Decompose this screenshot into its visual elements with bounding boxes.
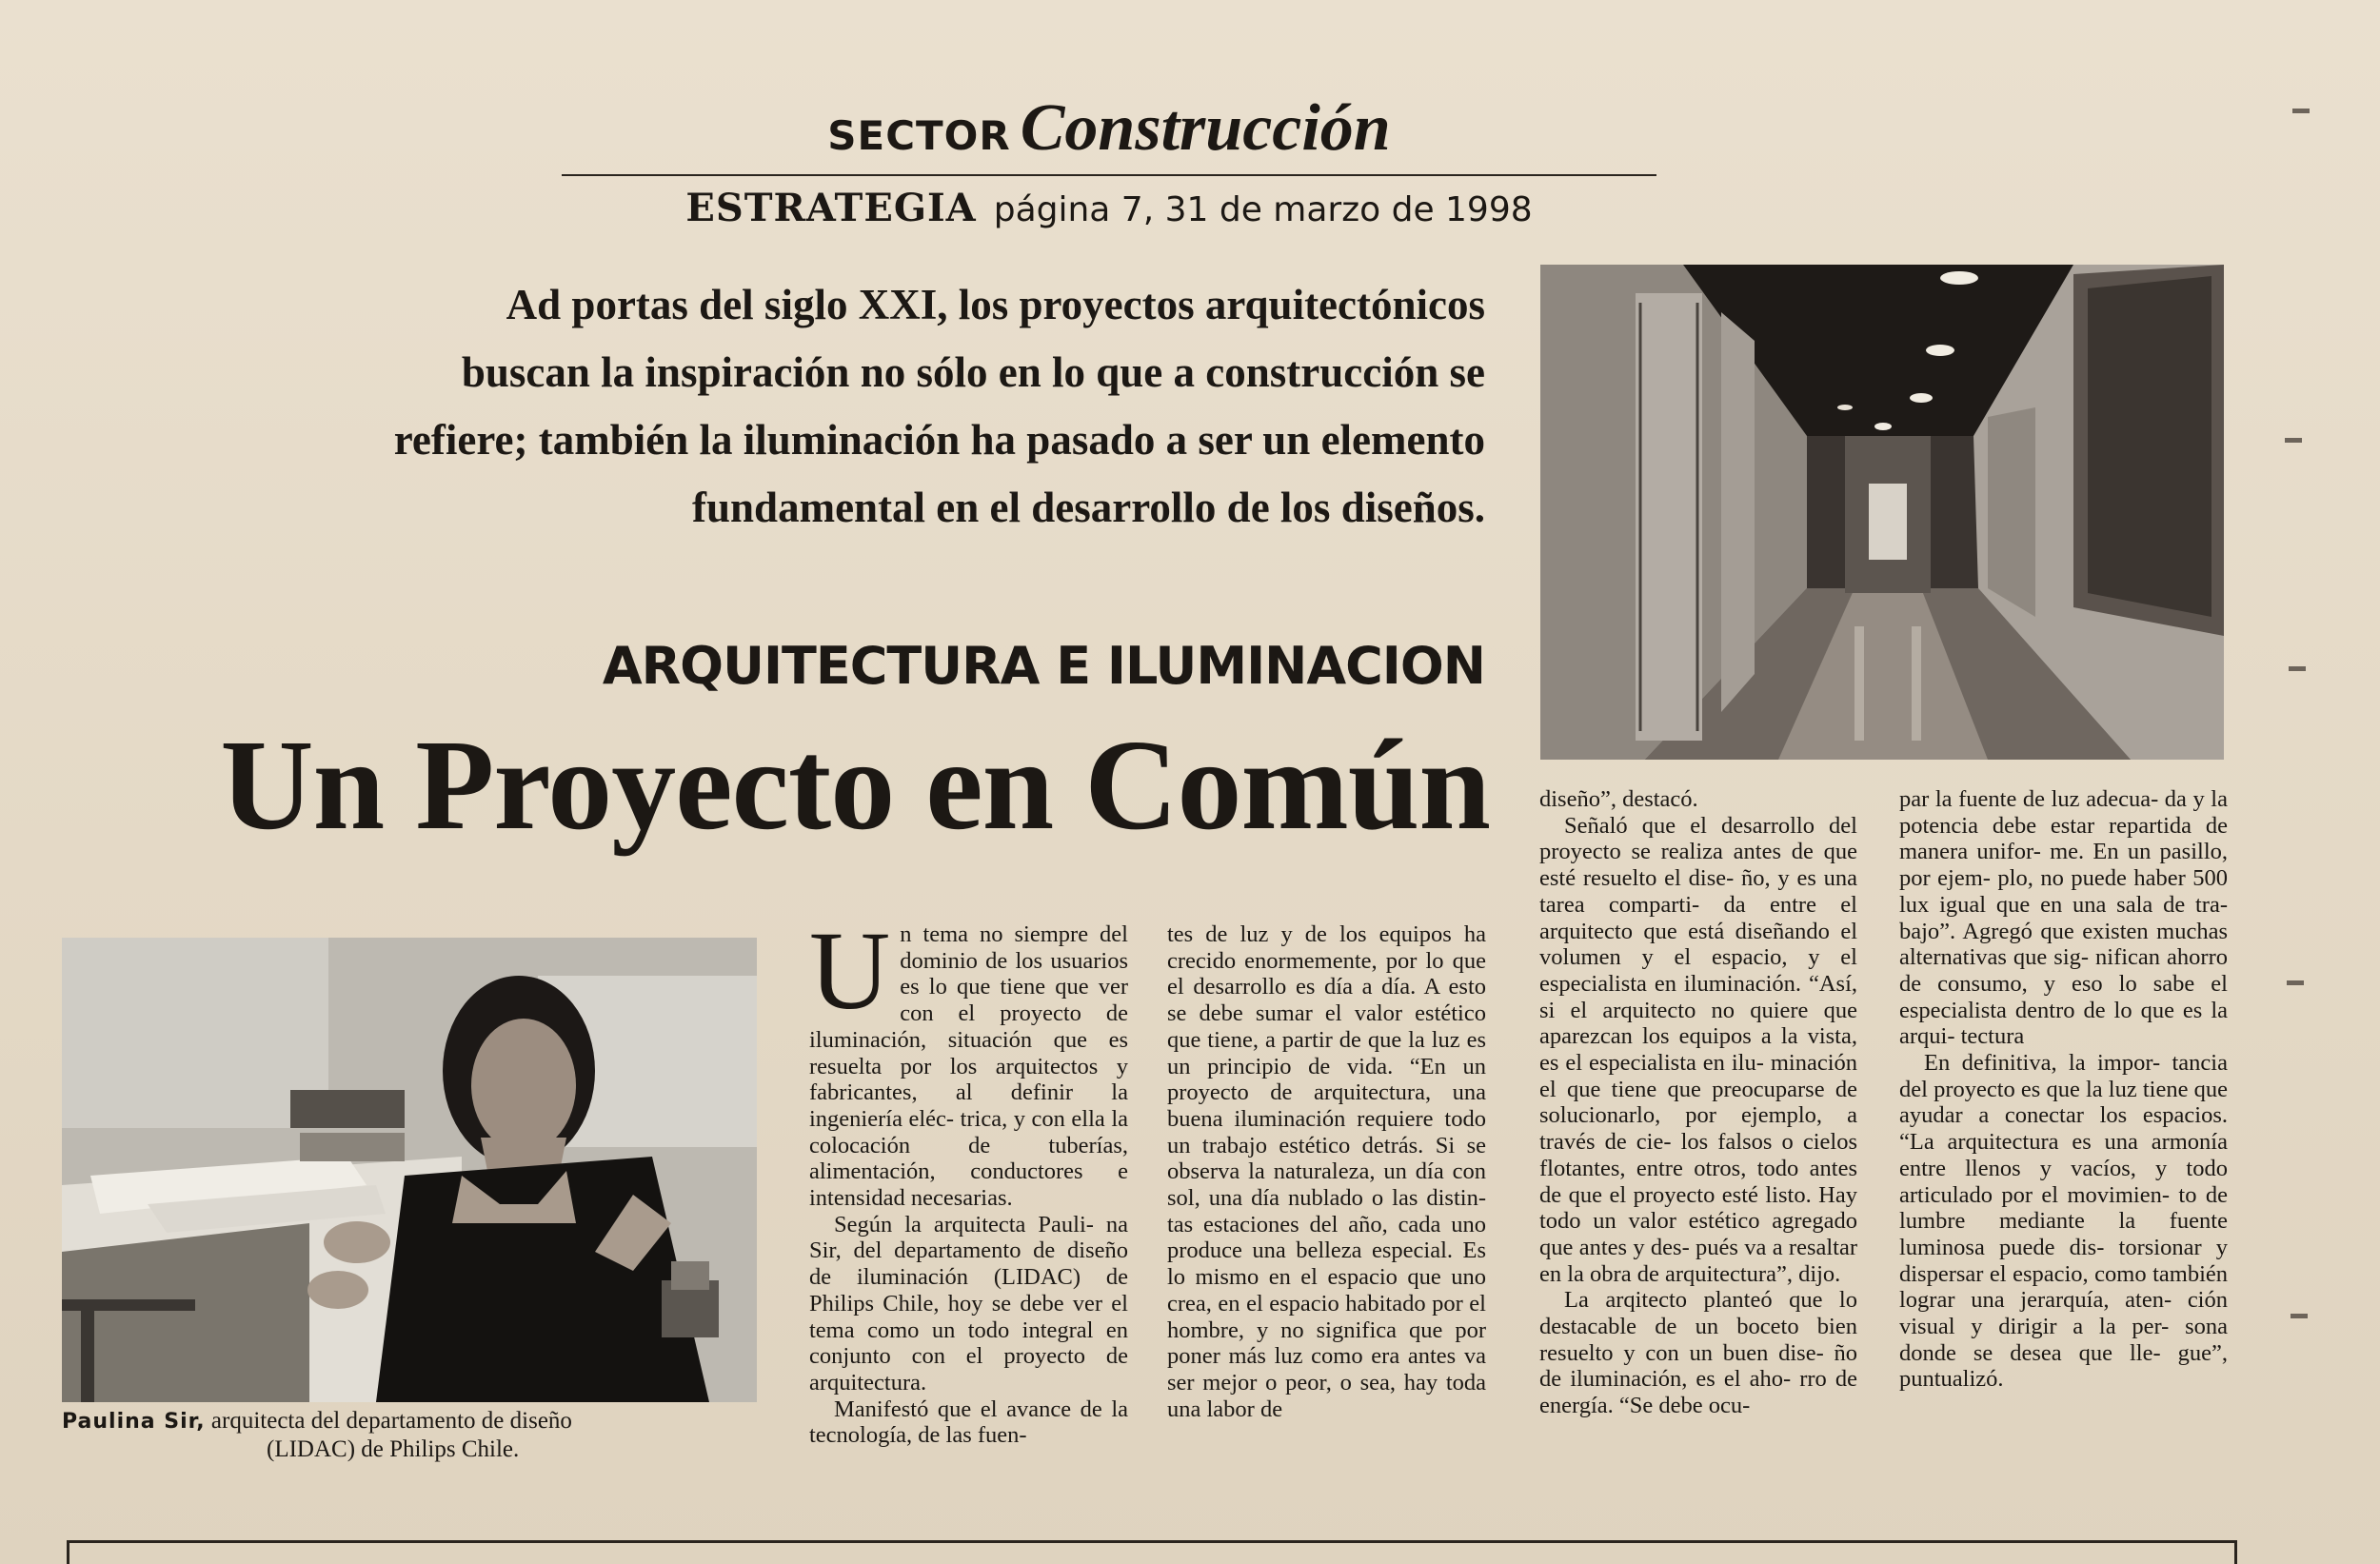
lead-line: buscan la inspiración no sólo en lo que a construcción se — [461, 348, 1485, 396]
edge-mark — [2287, 980, 2304, 985]
corridor-photo — [1540, 265, 2224, 760]
article-column-4 — [1899, 786, 2228, 1393]
section-name: Construcción — [1020, 91, 1391, 165]
article-paragraph — [809, 908, 1128, 1212]
next-article-border — [67, 1540, 2237, 1564]
caption-line1: arquitecta del departamento de diseño — [210, 1408, 572, 1434]
caption-name: Paulina Sir, — [62, 1410, 206, 1434]
sector-label: SECTOR — [827, 112, 1011, 159]
edge-mark — [2285, 438, 2302, 443]
section-title — [562, 90, 1656, 167]
article-paragraph: diseño”, destacó. — [1539, 786, 1698, 812]
article-column-1 — [809, 908, 1128, 1449]
lead-line: refiere; también la iluminación ha pasado a ser un elemento — [393, 416, 1485, 464]
drop-cap: U — [809, 908, 891, 1033]
portrait-photo — [62, 938, 757, 1402]
publication-line — [562, 182, 1656, 235]
masthead-rule — [562, 174, 1656, 176]
article-paragraph: par la fuente de luz adecua- da y la potencia debe estar repartida de manera unifor- me. En un pasillo, por ejem- plo, no puede haber 500 lux igual que en una sala de tra- bajo”. Agregó que existen muchas alternativas que sig- nifican ahorro de consumo, y eso lo sabe el especialista dentro de lo que es la arqui- tectura — [1899, 786, 2228, 1050]
article-paragraph: Señaló que el desarrollo del proyecto se realiza antes de que esté resuelto el dise- ño, y es una tarea comparti- da entre el arquitecto que está diseñando el volumen y el espacio, y el especialista en iluminación. “Así, si el arquitecto no quiere que aparezcan los equipos a la vista, es el especialista en ilu- minación el que tiene que preocuparse de solucionarlo, por ejemplo, a través de cie- los falsos o cielos flotantes, entre otros, todo antes de que el proyecto esté listo. Hay todo un valor estético agregado que antes y des- pués va a resaltar en la obra de arquitectura”, dijo. — [1539, 812, 1857, 1287]
lead-paragraph — [95, 271, 1485, 542]
photo-caption — [62, 1407, 757, 1463]
edge-mark — [2289, 666, 2306, 671]
masthead — [562, 90, 1656, 235]
article-column-2 — [1167, 921, 1486, 1422]
article-paragraph: La arqitecto planteó que lo destacable de un boceto bien resuelto y con un buen dise- ño de iluminación, es el aho- rro de energía. “Se debe ocu- — [1539, 1287, 1857, 1419]
kicker: ARQUITECTURA E ILUMINACION — [602, 636, 1485, 696]
caption-line2: (LIDAC) de Philips Chile. — [267, 1436, 520, 1462]
edge-mark — [2291, 1314, 2308, 1318]
article-paragraph: tes de luz y de los equipos ha crecido enormemente, por lo que el desarrollo es día a día. A esto se debe sumar el valor estético que tiene, a partir de que la luz es un principio de vida. “En un proyecto de arquitectura, una buena iluminación requiere todo un trabajo estético detrás. Si se observa la naturaleza, un día con sol, una día nublado o las distin- tas estaciones del año, cada uno produce una belleza especial. Es lo mismo en el espacio que uno crea, en el espacio habitado por el hombre, y no significa que por poner más luz como era antes va ser mejor o peor, o sea, hay toda una labor de — [1167, 921, 1486, 1422]
article-paragraph: Según la arquitecta Pauli- na Sir, del departamento de diseño de iluminación (LIDAC) de Philips Chile, hoy se debe ver el tema como un todo integral en conjunto con el proyecto de arquitectura. — [809, 1211, 1128, 1396]
article-paragraph: Manifestó que el avance de la tecnología, de las fuen- — [809, 1396, 1128, 1449]
lead-line: fundamental en el desarrollo de los diseños. — [692, 484, 1485, 531]
lead-line: Ad portas del siglo XXI, los proyectos arquitectónicos — [506, 281, 1485, 328]
article-paragraph: En definitiva, la impor- tancia del proyecto es que la luz tiene que ayudar a conectar los espacios. “La arquitectura es una armonía entre llenos y vacíos, y todo articulado por el movimien- to de lumbre mediante la fuente luminosa puede dis- torsionar y dispersar el espacio, como también lograr una jerarquía, aten- ción visual y dirigir a la per- sona donde se desea que lle- gue”, puntualizó. — [1899, 1050, 2228, 1393]
headline: Un Proyecto en Común — [220, 714, 1490, 857]
publication-date: página 7, 31 de marzo de 1998 — [993, 190, 1533, 229]
edge-mark — [2292, 109, 2310, 113]
paragraph-text: n tema no siempre del dominio de los usuarios es lo que tiene que ver con el proyecto de iluminación, situación que es resuelta por los arquitectos y fabricantes, al definir la ingeniería eléc- trica, y con ella la colocación de tuberías, alimentación, conductores e intensidad necesarias. — [809, 921, 1128, 1212]
publication-name: ESTRATEGIA — [685, 186, 977, 230]
article-column-3 — [1539, 786, 1857, 1419]
